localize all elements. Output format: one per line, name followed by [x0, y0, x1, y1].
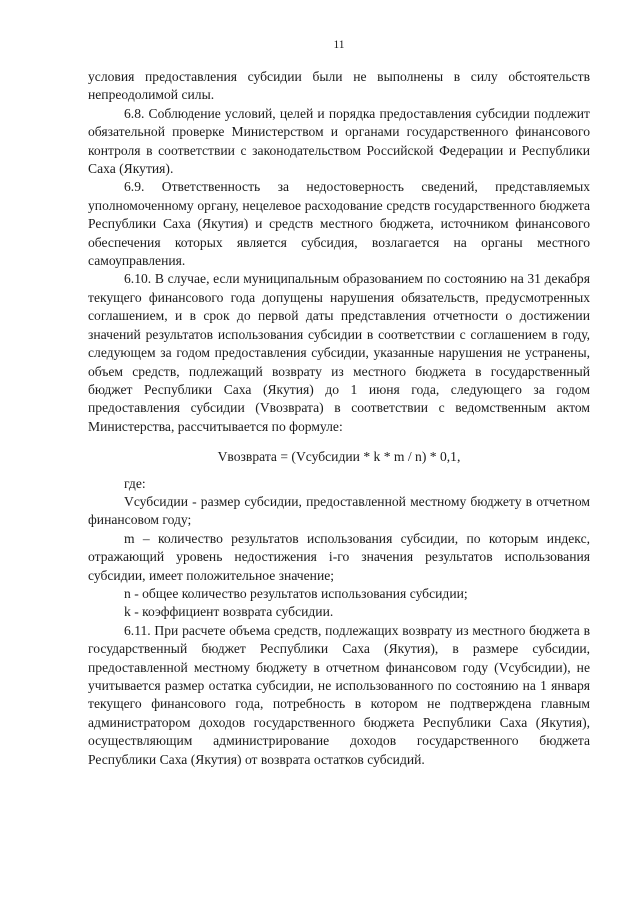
paragraph-6-10: 6.10. В случае, если муниципальным образованием по состоянию на 31 декабря текущего финансового года допущены нарушения обязательств, предусмотренных соглашением, и в срок до первой даты представления отчетности о достижении значений результатов использования субсидии в соответствии с соглашением в году, следующем за годом предоставления субсидии, указанные нарушения не устранены, объем средств, подлежащий возврату из местного бюджета в государственный бюджет Республики Саха (Якутия) до 1 июня года, следующего за годом предоставления субсидии (Vвозврата) в соответствии с ведомственным актом Министерства, рассчитывается по формуле: [88, 271, 590, 434]
paragraph-continuation: условия предоставления субсидии были не выполнены в силу обстоятельств непреодолимой силы. [88, 69, 590, 103]
formula: Vвозврата = (Vсубсидии * k * m / n) * 0,1, [217, 449, 461, 465]
paragraph-6-9: 6.9. Ответственность за недостоверность сведений, представляемых уполномоченному органу, нецелевое расходование средств государственного бюджета Республики Саха (Якутия) и средств местного бюджета, источником финансового обеспечения которых является субсидия, возлагается на органы местного самоуправления. [88, 179, 590, 269]
page-number: 11 [333, 39, 345, 51]
definition-n: n - общее количество результатов использования субсидии; [124, 585, 468, 601]
definition-k: k - коэффициент возврата субсидии. [124, 604, 334, 620]
where-label: где: [124, 475, 146, 491]
paragraph-6-8: 6.8. Соблюдение условий, целей и порядка предоставления субсидии подлежит обязательной проверке Министерством и органами государственного финансового контроля в соответствии с законодательством Российской Федерации и Республики Саха (Якутия). [88, 105, 590, 177]
definition-v: Vсубсидии - размер субсидии, предоставленной местному бюджету в отчетном финансовом году; [88, 493, 590, 528]
paragraph-6-11: 6.11. При расчете объема средств, подлежащих возврату из местного бюджета в государственный бюджет Республики Саха (Якутия), в размере субсидии, предоставленной местному бюджету в отчетном финансовом году (Vсубсидии), не учитывается размер остатка субсидии, не использованного по состоянию на 1 января текущего финансового года, потребность в котором не подтверждена главным администратором доходов государственного бюджета Республики Саха (Якутия), осуществляющим администрирование доходов государственного бюджета Республики Саха (Якутия) от возврата остатков субсидий. [88, 622, 590, 767]
definition-m: m – количество результатов использования субсидии, по которым индекс, отражающий уровень недостижения i-го значения результатов использования субсидии, имеет положительное значение; [88, 530, 590, 583]
